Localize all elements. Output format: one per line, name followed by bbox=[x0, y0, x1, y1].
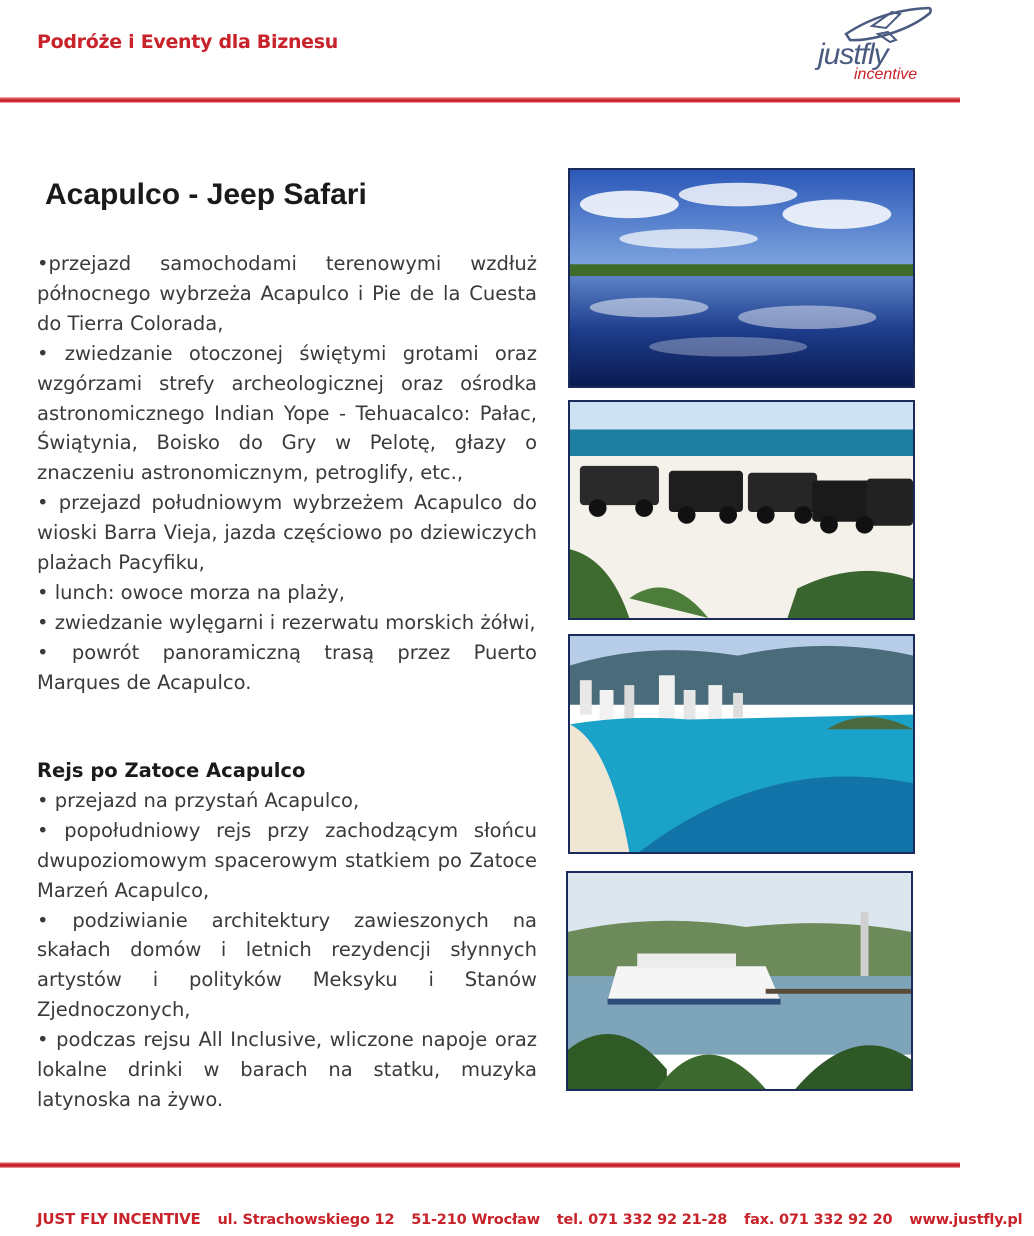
list-item: • zwiedzanie otoczonej świętymi grotami oraz wzgórzami strefy archeologicznej oraz ośrodka astronomicznego Indian Yope - Tehuacalco: Pałac, Świątynia, Boisko do Gry w Pelotę, głazy o znaczeniu astronomicznym, petroglify, etc., bbox=[37, 341, 537, 485]
jeep-safari-section bbox=[37, 249, 537, 698]
header-divider bbox=[0, 97, 960, 103]
logo-sub: incentive bbox=[854, 66, 918, 83]
list-item: • przejazd na przystań Acapulco, bbox=[37, 788, 360, 812]
footer-tel: tel. 071 332 92 21-28 bbox=[556, 1212, 728, 1228]
section-heading: Rejs po Zatoce Acapulco bbox=[37, 759, 306, 782]
list-item: • zwiedzanie wylęgarni i rezerwatu morskich żółwi, bbox=[37, 610, 536, 634]
list-item: •przejazd samochodami terenowymi wzdłuż północnego wybrzeża Acapulco i Pie de la Cuesta do Tierra Colorada, bbox=[37, 252, 537, 335]
footer-divider bbox=[0, 1162, 960, 1168]
page-title: Acapulco - Jeep Safari bbox=[45, 178, 367, 211]
list-item: • powrót panoramiczną trasą przez Puerto Marques de Acapulco. bbox=[37, 640, 537, 694]
lagoon-photo bbox=[568, 168, 915, 388]
list-item: • podziwianie architektury zawieszonych na skałach domów i letnich rezydencji słynnych artystów i polityków Meksyku i Stanów Zjednoczonych, bbox=[37, 908, 537, 1022]
list-item: • przejazd południowym wybrzeżem Acapulco do wioski Barra Vieja, jazda częściowo po dziewiczych plażach Pacyfiku, bbox=[37, 491, 537, 575]
acapulco-bay-photo bbox=[568, 634, 915, 854]
footer-contact bbox=[37, 1210, 1023, 1228]
justfly-logo bbox=[812, 4, 942, 88]
footer-city: 51-210 Wrocław bbox=[411, 1212, 540, 1228]
logo-word: justfly bbox=[818, 38, 888, 71]
bay-cruise-section bbox=[37, 756, 537, 1115]
footer-street: ul. Strachowskiego 12 bbox=[217, 1212, 395, 1228]
footer-web-link[interactable]: www.justfly.pl bbox=[909, 1212, 1023, 1228]
list-item: • popołudniowy rejs przy zachodzącym słońcu dwupoziomowym spacerowym statkiem po Zatoce Marzeń Acapulco, bbox=[37, 818, 537, 902]
boat-marina-photo bbox=[566, 871, 913, 1091]
footer-fax: fax. 071 332 92 20 bbox=[743, 1212, 893, 1228]
jeeps-beach-photo bbox=[568, 400, 915, 620]
list-item: • lunch: owoce morza na plaży, bbox=[37, 580, 345, 604]
header-brand: Podróże i Eventy dla Biznesu bbox=[37, 31, 338, 53]
footer-company: JUST FLY INCENTIVE bbox=[37, 1210, 201, 1228]
list-item: • podczas rejsu All Inclusive, wliczone napoje oraz lokalne drinki w barach na statku, muzyka latynoska na żywo. bbox=[37, 1028, 537, 1111]
